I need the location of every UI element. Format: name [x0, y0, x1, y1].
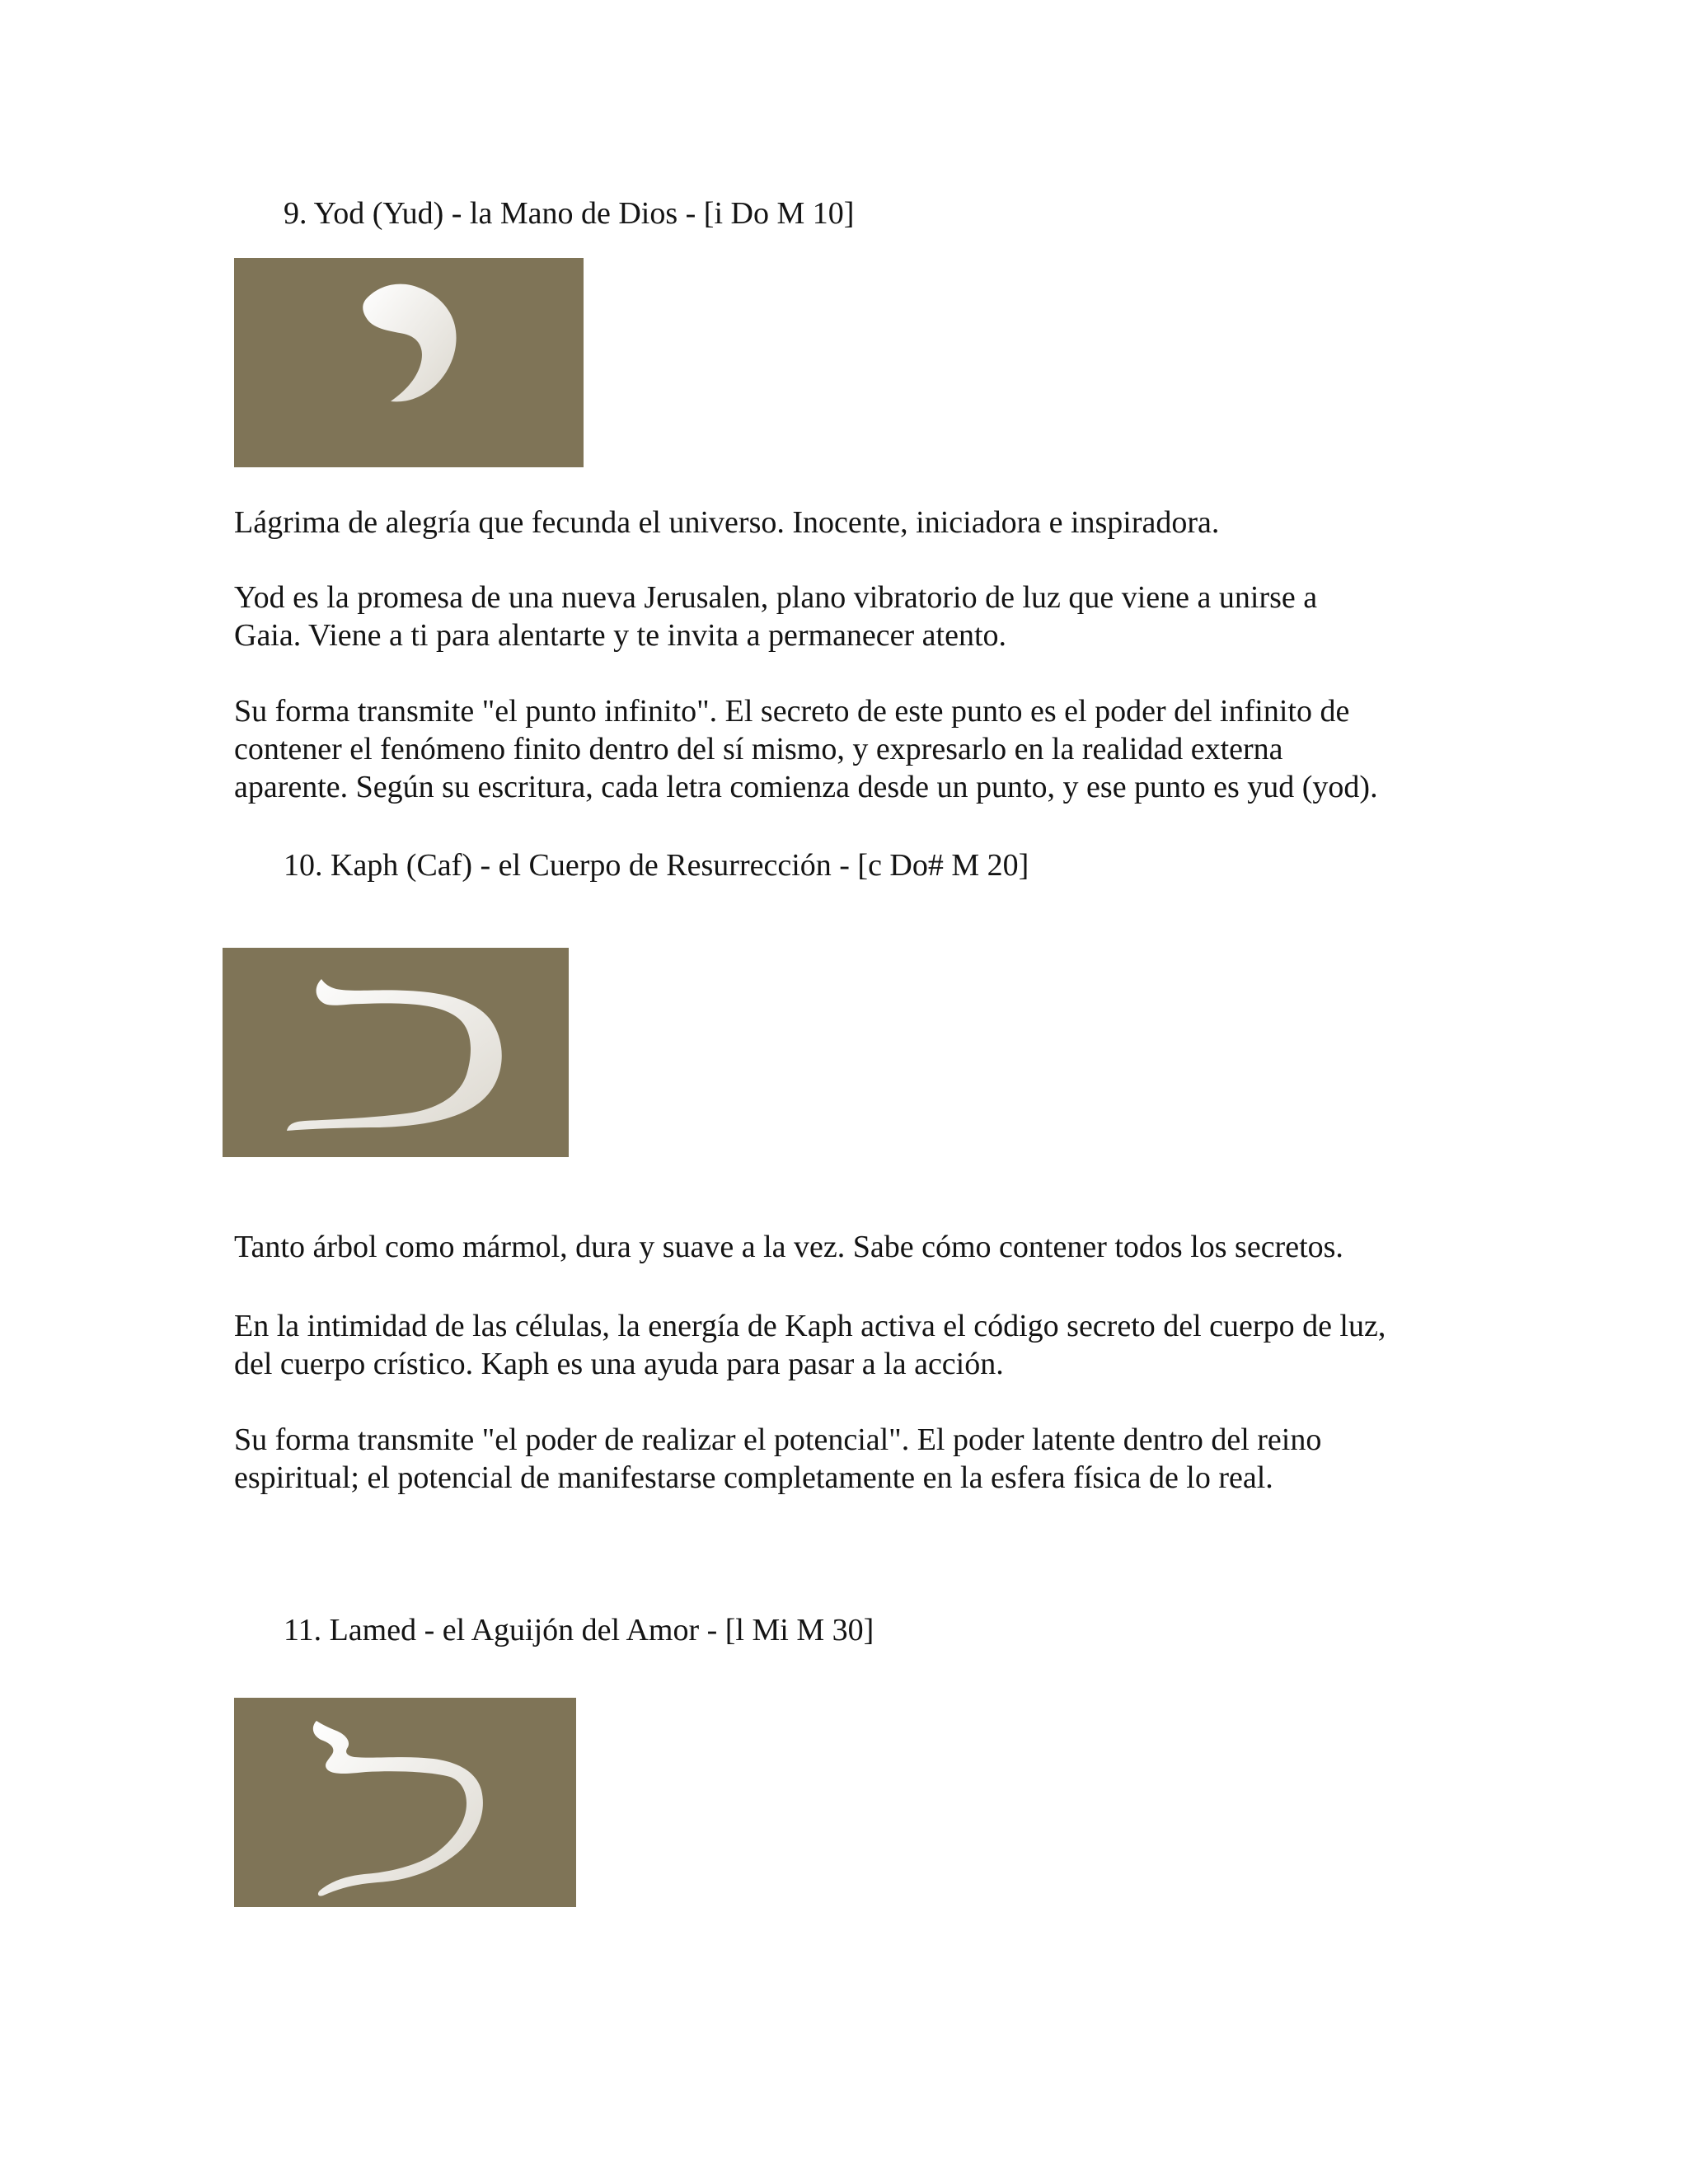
lamed-letter-image: [234, 1698, 576, 1907]
section-heading-lamed: 11. Lamed - el Aguijón del Amor - [l Mi M 30]: [284, 1613, 874, 1647]
yod-paragraph-1: Lágrima de alegría que fecunda el universo. Inocente, iniciadora e inspiradora.: [234, 505, 1220, 540]
kaph-letter-image: [223, 948, 569, 1157]
yod-letter-image: [234, 258, 584, 467]
hebrew-letter-lamed-icon: [234, 1698, 576, 1907]
kaph-paragraph-2: En la intimidad de las células, la energía de Kaph activa el código secreto del cuerpo de luz, del cuerpo crístico. Kaph es una ayuda para pasar a la acción.: [234, 1309, 1386, 1381]
kaph-paragraph-3: Su forma transmite "el poder de realizar el potencial". El poder latente dentro del reino espiritual; el potencial de manifestarse completamente en la esfera física de lo real.: [234, 1422, 1322, 1495]
hebrew-letter-kaph-icon: [223, 948, 569, 1157]
section-heading-kaph: 10. Kaph (Caf) - el Cuerpo de Resurrección - [c Do# M 20]: [284, 848, 1029, 883]
yod-paragraph-3: Su forma transmite "el punto infinito". El secreto de este punto es el poder del infinito de contener el fenómeno finito dentro del sí mismo, y expresarlo en la realidad externa aparente. Según su escritura, cada letra comienza desde un punto, y ese punto es yud (yod).: [234, 694, 1378, 804]
hebrew-letter-yod-icon: [234, 258, 584, 467]
kaph-paragraph-1: Tanto árbol como mármol, dura y suave a la vez. Sabe cómo contener todos los secretos.: [234, 1230, 1343, 1264]
section-heading-yod: 9. Yod (Yud) - la Mano de Dios - [i Do M 10]: [284, 196, 855, 231]
yod-paragraph-2: Yod es la promesa de una nueva Jerusalen, plano vibratorio de luz que viene a unirse a Gaia. Viene a ti para alentarte y te invita a permanecer atento.: [234, 580, 1318, 653]
